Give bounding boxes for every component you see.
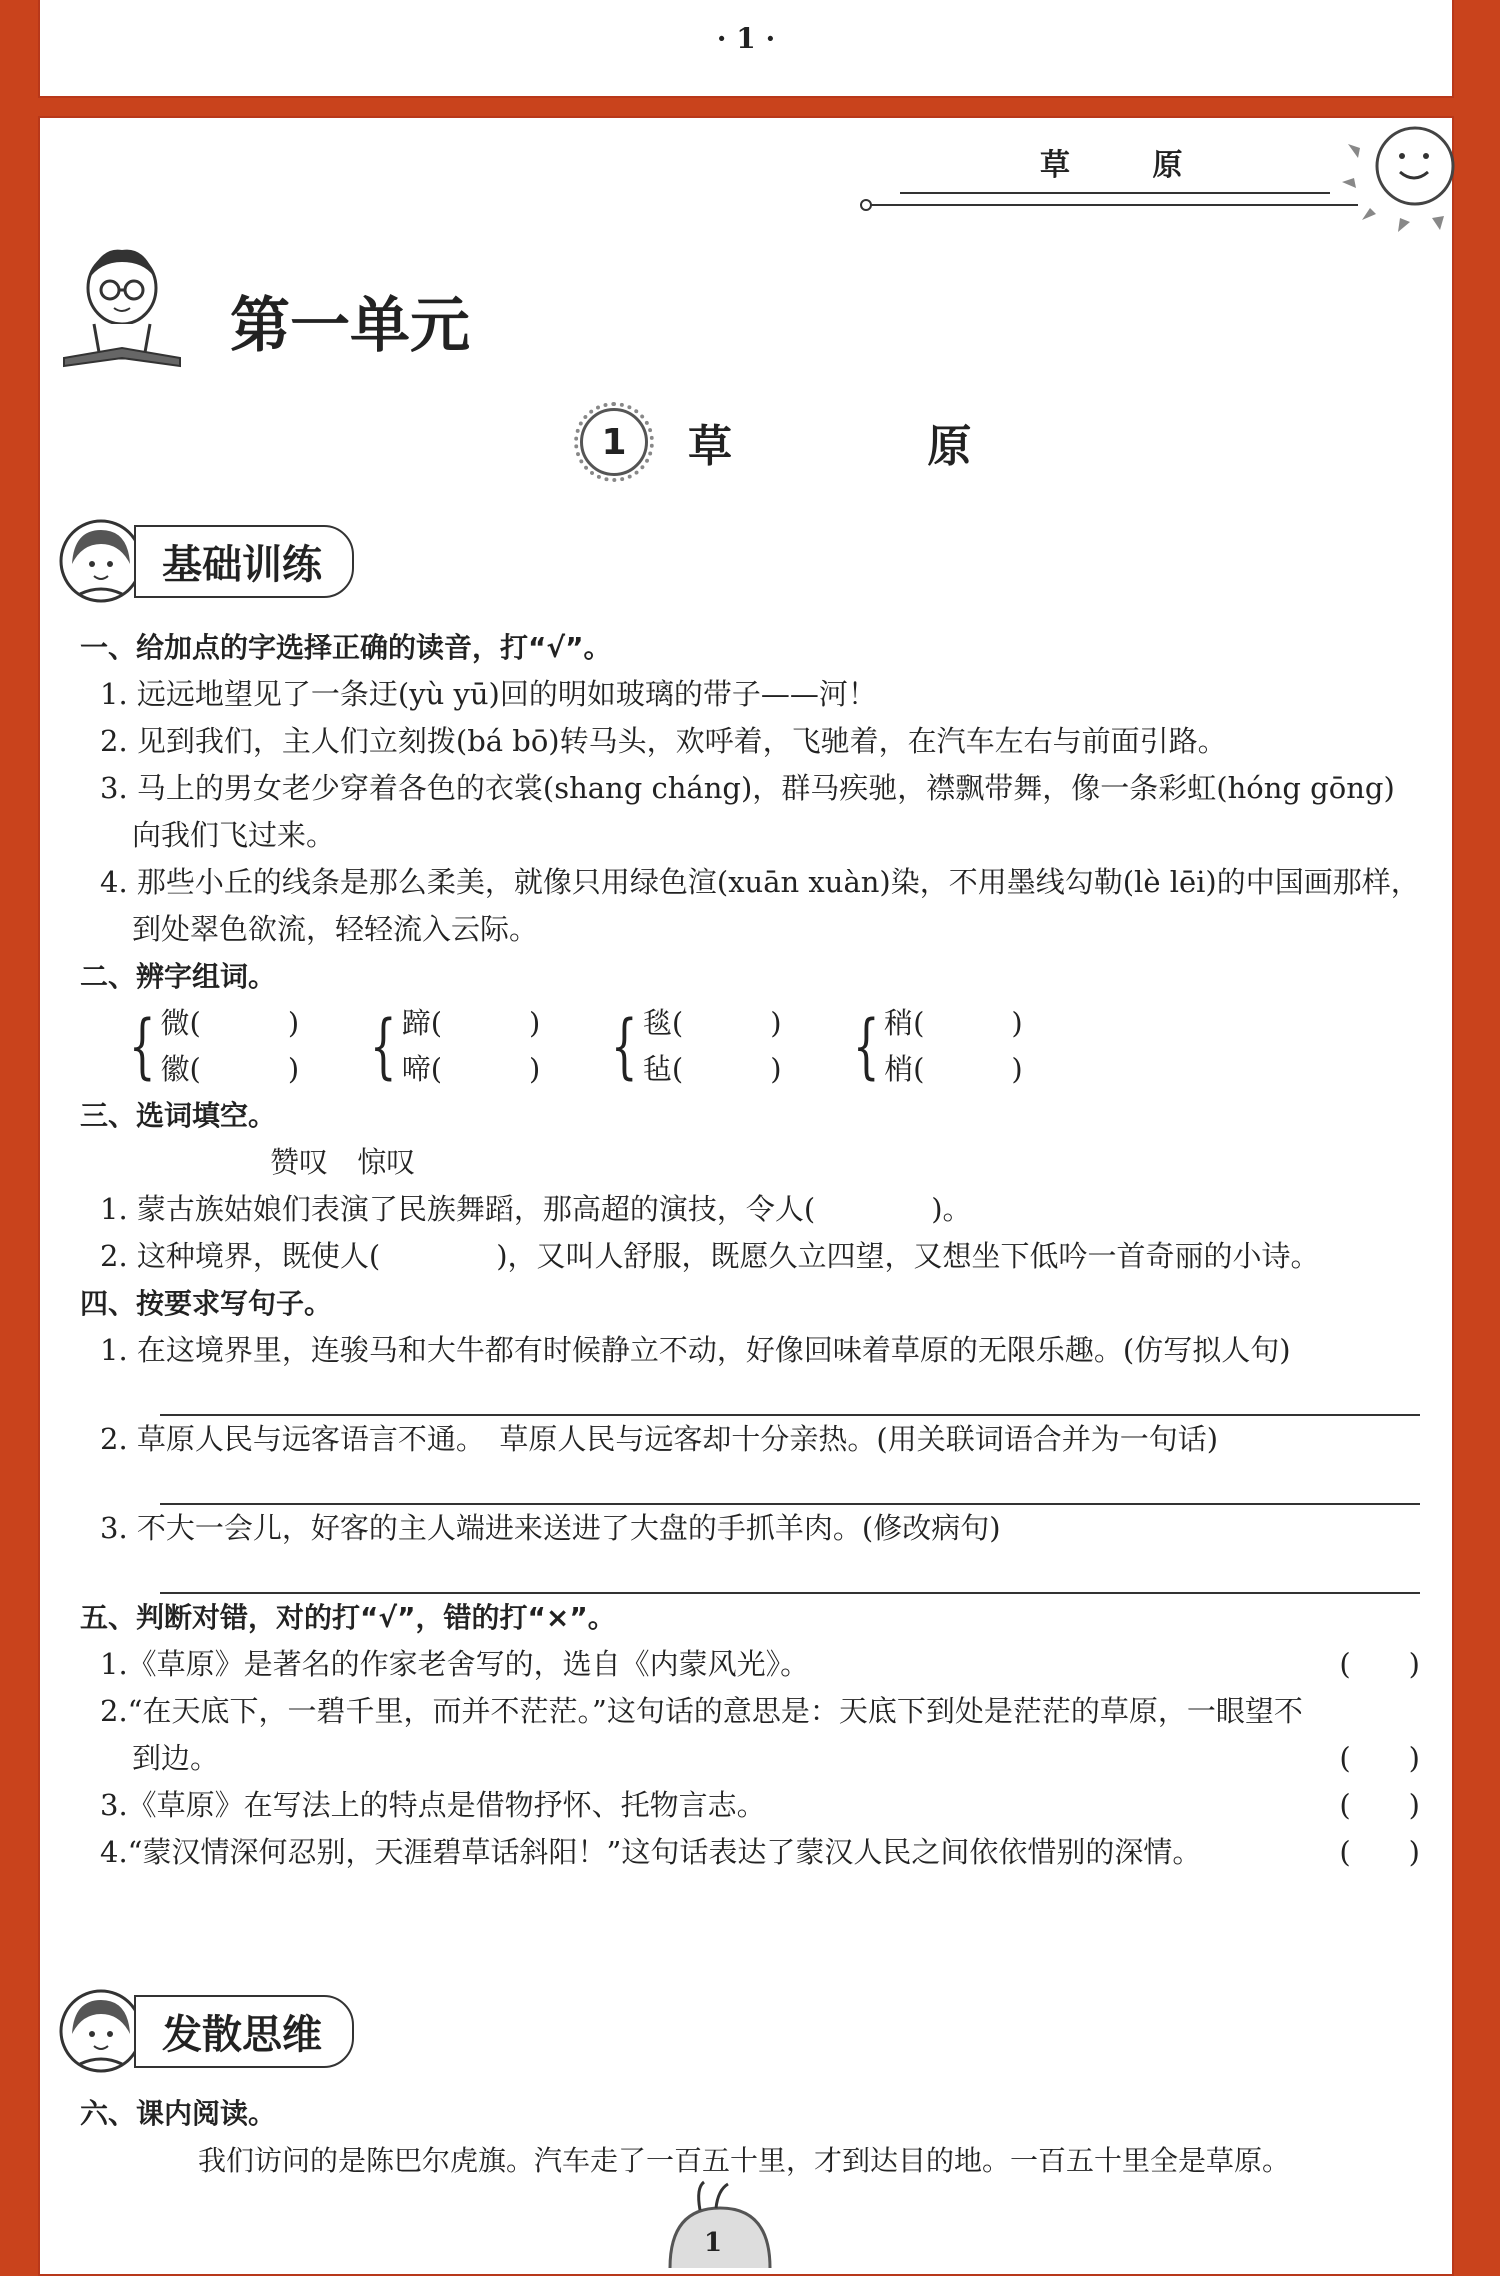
- pair-top: 毯( ): [642, 1006, 782, 1040]
- answer-line[interactable]: [160, 1374, 1420, 1416]
- section-divergent-thinking: [58, 1988, 354, 2074]
- unit-title: 第一单元: [230, 291, 470, 361]
- rule-dot: [860, 199, 872, 211]
- q3-item-2: 2. 这种境界，既使人( )，又叫人舒服，既愿久立四望，又想坐下低吟一首奇丽的小诗。: [100, 1239, 1320, 1273]
- q1-item-1: 1. 远远地望见了一条迂(yù yū)回的明如玻璃的带子——河！: [100, 677, 877, 711]
- answer-line[interactable]: [160, 1552, 1420, 1594]
- sun-icon: [1340, 118, 1460, 238]
- q5-statement: 4.“蒙汉情深何忍别，天涯碧草话斜阳！”这句话表达了蒙汉人民之间依依惜别的深情。: [100, 1835, 1202, 1869]
- q2-heading: 二、辨字组词。: [80, 960, 277, 993]
- q1-heading: 一、给加点的字选择正确的读音，打“√”。: [80, 631, 612, 664]
- section-label: 基础训练: [134, 525, 354, 598]
- q5-statement: 3.《草原》在写法上的特点是借物抒怀、托物言志。: [100, 1788, 766, 1822]
- page-number: 1: [704, 2228, 723, 2258]
- judge-box[interactable]: ( ): [1339, 1788, 1420, 1822]
- char-pair: { 蹄( ) 啼( ): [361, 1000, 540, 1092]
- section-label: 发散思维: [134, 1995, 354, 2068]
- pair-bottom: 啼( ): [401, 1052, 541, 1086]
- char-pair: { 毯( ) 毡( ): [602, 1000, 781, 1092]
- judge-box[interactable]: ( ): [1339, 1647, 1420, 1681]
- q4-item-1: 1. 在这境界里，连骏马和大牛都有时候静立不动，好像回味着草原的无限乐趣。(仿写拟人句): [100, 1333, 1291, 1367]
- pair-bottom: 徽( ): [160, 1052, 300, 1086]
- reading-content: [80, 2090, 1420, 2184]
- answer-line[interactable]: [160, 1463, 1420, 1505]
- q2-pairs: [80, 1000, 1420, 1092]
- q4-heading: 四、按要求写句子。: [80, 1287, 333, 1320]
- girl-avatar-icon: [58, 518, 144, 604]
- pair-bottom: 梢( ): [884, 1052, 1023, 1086]
- section-basic-training: [58, 518, 354, 604]
- q5-heading: 五、判断对错，对的打“√”，错的打“×”。: [80, 1601, 616, 1634]
- q3-word-bank: 赞叹 惊叹: [270, 1145, 416, 1179]
- q3-item-1: 1. 蒙古族姑娘们表演了民族舞蹈，那高超的演技，令人( )。: [100, 1192, 972, 1226]
- reading-boy-icon: [60, 240, 190, 370]
- header-rule: [900, 192, 1330, 194]
- q5-item: [80, 1688, 1420, 1782]
- char-pair: { 微( ) 徽( ): [120, 1000, 299, 1092]
- q1-item-3: 3. 马上的男女老少穿着各色的衣裳(shang cháng)，群马疾驰，襟飘带舞，像一条彩虹(hóng gōng)向我们飞过来。: [100, 771, 1395, 852]
- judge-box[interactable]: ( ): [1339, 1835, 1420, 1869]
- q5-statement: 1.《草原》是著名的作家老舍写的，选自《内蒙风光》。: [100, 1647, 810, 1681]
- lesson-number: 1: [580, 408, 648, 476]
- girl-avatar-icon: [58, 1988, 144, 2074]
- lesson-heading: [580, 408, 1061, 476]
- judge-box[interactable]: ( ): [1339, 1741, 1420, 1775]
- pair-top: 蹄( ): [401, 1006, 541, 1040]
- previous-page-strip: [38, 0, 1454, 98]
- q5-statement: 2.“在天底下，一碧千里，而并不茫茫。”这句话的意思是：天底下到处是茫茫的草原，一眼望不到边。: [100, 1694, 1303, 1775]
- lesson-title: 草 原: [688, 421, 1062, 472]
- q3-heading: 三、选词填空。: [80, 1099, 277, 1132]
- q5-item: [80, 1641, 1420, 1688]
- header-rule-2: [868, 204, 1358, 206]
- reading-passage: 我们访问的是陈巴尔虎旗。汽车走了一百五十里，才到达目的地。一百五十里全是草原。: [198, 2144, 1291, 2177]
- running-title: 草 原: [1040, 148, 1219, 183]
- q4-item-3: 3. 不大一会儿，好客的主人端进来送进了大盘的手抓羊肉。(修改病句): [100, 1511, 1001, 1545]
- q5-item: [80, 1782, 1420, 1829]
- char-pair: { 稍( ) 梢( ): [844, 1000, 1023, 1092]
- pair-top: 稍( ): [884, 1006, 1023, 1040]
- workbook-page: [38, 116, 1454, 2276]
- q1-item-4: 4. 那些小丘的线条是那么柔美，就像只用绿色渲(xuān xuàn)染，不用墨线勾勒(lè lēi)的中国画那样，到处翠色欲流，轻轻流入云际。: [100, 865, 1420, 946]
- q1-item-2: 2. 见到我们，主人们立刻拨(bá bō)转马头，欢呼着，飞驰着，在汽车左右与前面引路。: [100, 724, 1227, 758]
- pair-top: 微( ): [160, 1006, 300, 1040]
- q5-item: [80, 1829, 1420, 1876]
- previous-page-number: · 1 ·: [716, 22, 776, 55]
- exercise-content: [80, 624, 1420, 1876]
- q4-item-2: 2. 草原人民与远客语言不通。 草原人民与远客却十分亲热。(用关联词语合并为一句话): [100, 1422, 1219, 1456]
- q6-heading: 六、课内阅读。: [80, 2097, 277, 2130]
- pair-bottom: 毡( ): [642, 1052, 782, 1086]
